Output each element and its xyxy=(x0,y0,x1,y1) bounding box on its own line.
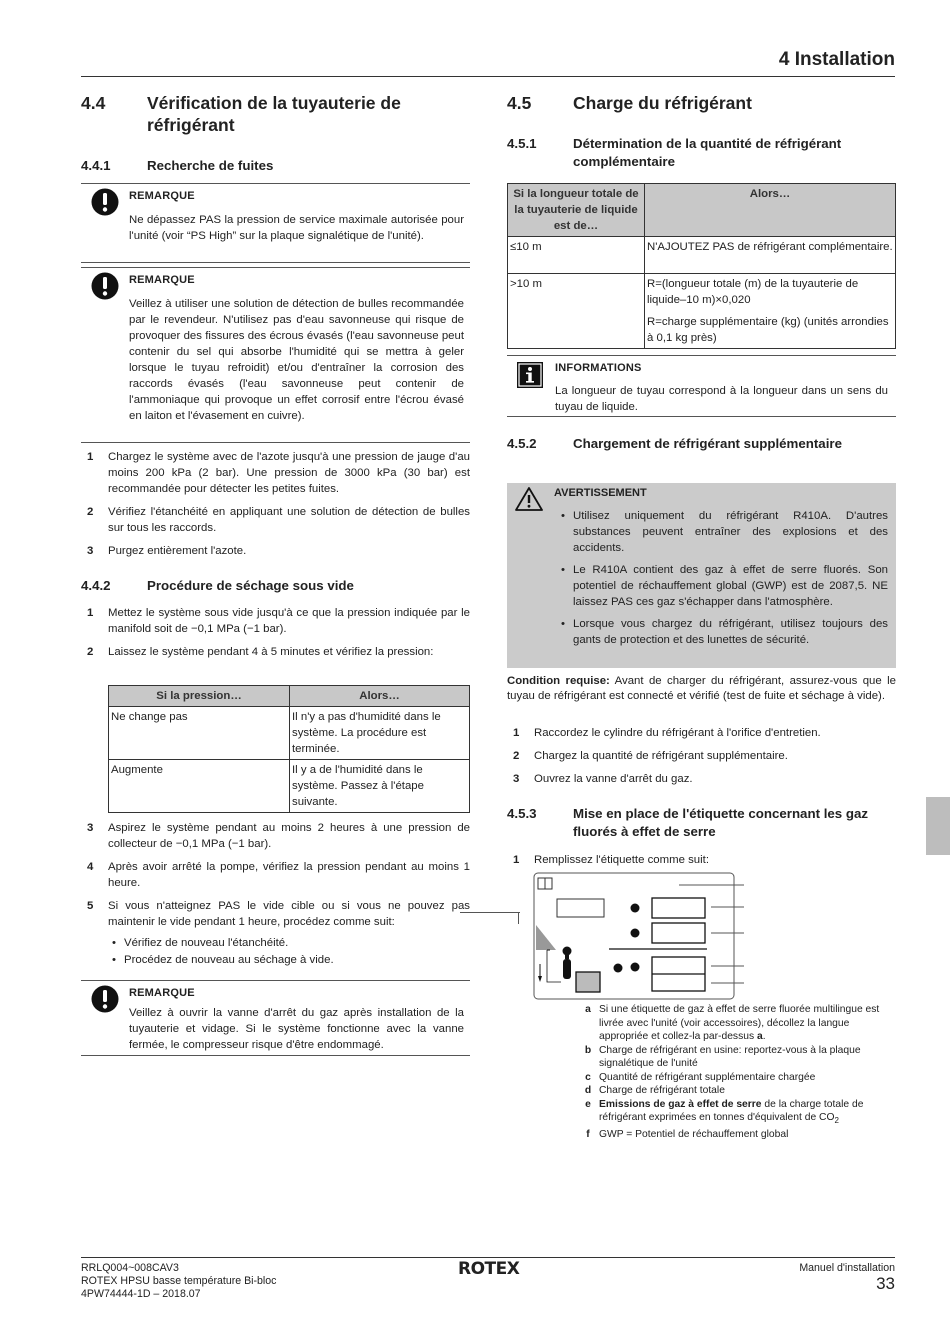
legend-item: b Charge de réfrigérant en usine: reportez-vous à la plaque signalétique de l'unité xyxy=(584,1044,861,1069)
heading-number: 4.4.2 xyxy=(81,578,111,593)
formula-text: R=charge supplémentaire (kg) (unités arrondies à 0,1 kg près) xyxy=(647,316,889,344)
heading-number: 4.5 xyxy=(507,93,532,113)
heading-number: 4.4 xyxy=(81,93,106,113)
manual-title: Manuel d'installation xyxy=(799,1262,895,1274)
note-body: Ne dépassez PAS la pression de service maximale autorisée pour l'unité (voir “PS High” sur la plaque signalétique de l'unité). xyxy=(129,214,464,242)
footer-rule xyxy=(81,1257,895,1258)
exclamation-icon xyxy=(91,272,119,305)
heading-4-4 xyxy=(81,92,470,136)
header-rule xyxy=(81,76,895,77)
note-title: REMARQUE xyxy=(129,987,195,999)
legend-item: c Quantité de réfrigérant supplémentaire chargée xyxy=(585,1071,816,1083)
steps-label xyxy=(507,852,896,868)
table-header: Si la longueur totale de la tuyauterie de liquide est de… xyxy=(508,184,645,237)
table-row xyxy=(508,237,896,274)
step-item: 5 Si vous n'atteignez PAS le vide cible ou si vous ne pouvez pas maintenir le vide pendant 1 heure, procédez comme suit: xyxy=(87,900,470,928)
table-cell: Ne change pas xyxy=(109,707,290,760)
remark-note-3 xyxy=(81,980,470,1056)
step-item: 3 Purgez entièrement l'azote. xyxy=(87,545,247,557)
steps-vacuum-b xyxy=(81,820,470,930)
condition-text: Avant de charger du réfrigérant, assurez-vous que le tuyau de réfrigérant est connecté et vérifié (test de fuite et séchage à vide). xyxy=(507,675,896,702)
list-item: • Vérifiez de nouveau l'étanchéité. xyxy=(112,937,289,949)
exclamation-icon xyxy=(91,188,119,221)
heading-4-5 xyxy=(507,92,752,114)
table-cell: Il n'y a pas d'humidité dans le système. La procédure est terminée. xyxy=(290,707,470,760)
heading-number: 4.4.1 xyxy=(81,158,111,173)
heading-title: Charge du réfrigérant xyxy=(573,93,752,113)
refrigerant-table xyxy=(507,183,896,349)
exclamation-icon xyxy=(91,985,119,1018)
step-item: 1 Mettez le système sous vide jusqu'à ce que la pression indiquée par le manifold soit de −0,1 MPa (−1 bar). xyxy=(87,607,470,635)
steps-leak-search xyxy=(81,449,470,559)
legend-item: d Charge de réfrigérant totale xyxy=(584,1085,725,1096)
section-header-title: 4 Installation xyxy=(778,49,895,70)
heading-title: Recherche de fuites xyxy=(147,158,274,173)
heading-title: Vérification de la tuyauterie de réfrigérant xyxy=(147,93,401,135)
steps-vacuum-a xyxy=(81,605,470,660)
table-header: Alors… xyxy=(290,686,470,707)
remark-note-2 xyxy=(81,267,470,443)
f-gas-label-diagram xyxy=(516,870,756,1010)
legend-item: e Emissions de gaz à effet de serre de la charge totale de réfrigérant exprimées en tonnes d'équivalent de $CO_2$ xyxy=(585,1098,864,1126)
list-item: • Lorsque vous chargez du réfrigérant, utilisez toujours des gants de protection et des lunettes de sécurité. xyxy=(561,618,888,646)
heading-title: Procédure de séchage sous vide xyxy=(147,578,354,593)
condition-paragraph xyxy=(507,674,896,703)
label-diagram-leader xyxy=(460,912,520,913)
doc-reference: 4PW74444-1D – 2018.07 xyxy=(81,1288,201,1300)
heading-4-4-2 xyxy=(81,577,354,595)
legend-item: a Si une étiquette de gaz à effet de serre fluorée multilingue est livrée avec l'unité (voir accessoires), décollez la langue appropriée et collez-la par-dessus a. xyxy=(585,1004,880,1042)
note-body: Veillez à ouvrir la vanne d'arrêt du gaz après installation de la tuyauterie et vidage. Si le système fonctionne avec la vanne fermée, le compresseur risque d'être endommagé. xyxy=(129,1007,464,1051)
table-cell: Il y a de l'humidité dans le système. Passez à l'étape suivante. xyxy=(290,760,470,813)
list-item: • Procédez de nouveau au séchage à vide. xyxy=(112,954,334,966)
table-row xyxy=(508,274,896,349)
warning-title: AVERTISSEMENT xyxy=(554,487,647,499)
step-item: 2 Chargez la quantité de réfrigérant supplémentaire. xyxy=(513,750,788,762)
warning-box xyxy=(507,483,896,668)
chapter-tab-marker xyxy=(926,797,950,855)
heading-title: Mise en place de l'étiquette concernant les gaz fluorés à effet de serre xyxy=(573,806,869,839)
legend-item: f GWP = Potentiel de réchauffement global xyxy=(586,1128,789,1140)
list-item: • Utilisez uniquement du réfrigérant R410A. D'autres substances peuvent entraîner des explosions et des accidents. xyxy=(561,510,888,554)
heading-number: 4.5.1 xyxy=(507,136,537,151)
table-cell: Augmente xyxy=(109,760,290,813)
sub-bullets xyxy=(108,935,470,968)
diagram-legend xyxy=(577,1003,897,1141)
step-item: 3 Aspirez le système pendant au moins 2 heures à une pression de collecteur de −0,1 MPa (−1 bar). xyxy=(87,822,470,850)
step-item: 1 Raccordez le cylindre du réfrigérant à l'orifice d'entretien. xyxy=(513,727,821,739)
note-body: Veillez à utiliser une solution de détection de bulles recommandée par le revendeur. N'utilisez pas d'eau savonneuse qui risque de provoquer des fissures des écrous évasés (l'eau savonneuse peut contenir du sel qui absorbe l'humidité qui se mettra à geler lorsque le tuyau refroidit) et/ou d'entraîner la corrosion des raccords évasés (l'eau savonneuse peut contenir de l'ammoniaque qui provoque un effet corrosif entre l'écrou évasé en laiton et l'évasement en cuivre). xyxy=(129,298,464,422)
note-body: La longueur de tuyau correspond à la longueur dans un sens du tuyau de liquide. xyxy=(555,385,888,413)
heading-title: Chargement de réfrigérant supplémentaire xyxy=(573,436,842,451)
heading-4-4-1 xyxy=(81,157,273,175)
heading-4-5-3 xyxy=(507,805,896,841)
formula-text: R=(longueur totale (m) de la tuyauterie de liquide–10 m)×0,020 xyxy=(647,278,859,306)
table-cell: N'AJOUTEZ PAS de réfrigérant complémentaire. xyxy=(645,237,896,274)
table-header: Si la pression… xyxy=(109,686,290,707)
table-row xyxy=(109,707,470,760)
table-cell: ≤10 m xyxy=(508,237,645,274)
warning-list xyxy=(557,508,888,648)
condition-label: Condition requise: xyxy=(507,675,610,687)
pressure-table xyxy=(108,685,470,813)
step-item: 3 Ouvrez la vanne d'arrêt du gaz. xyxy=(513,773,693,785)
heading-4-5-2 xyxy=(507,435,896,453)
info-icon xyxy=(516,361,544,394)
step-item: 4 Après avoir arrêté la pompe, vérifiez la pression pendant au moins 1 heure. xyxy=(87,861,470,889)
info-note xyxy=(507,355,896,417)
step-item: 2 Laissez le système pendant 4 à 5 minutes et vérifiez la pression: xyxy=(87,646,434,658)
heading-number: 4.5.3 xyxy=(507,806,537,821)
footer-doc-info xyxy=(81,1262,276,1301)
model-code: RRLQ004~008CAV3 xyxy=(81,1262,179,1274)
step-item: 2 Vérifiez l'étanchéité en appliquant une solution de détection de bulles sur tous les raccords. xyxy=(87,506,470,534)
note-title: REMARQUE xyxy=(129,274,195,286)
warning-triangle-icon xyxy=(515,487,543,516)
table-cell xyxy=(645,274,896,349)
table-row xyxy=(109,760,470,813)
heading-4-5-1 xyxy=(507,135,896,171)
steps-charging xyxy=(507,725,896,787)
page-number: 33 xyxy=(876,1274,895,1293)
label-diagram-leader xyxy=(518,912,519,924)
table-cell: >10 m xyxy=(508,274,645,349)
heading-title: Détermination de la quantité de réfrigérant complémentaire xyxy=(573,136,842,169)
note-title: INFORMATIONS xyxy=(555,362,642,374)
rotex-logo: ROTEX xyxy=(458,1259,520,1279)
step-item: 1 Remplissez l'étiquette comme suit: xyxy=(513,854,709,866)
step-item: 1 Chargez le système avec de l'azote jusqu'à une pression de jauge d'au moins 200 kPa (2 bar). Une pression de 3000 kPa (30 bar) est recommandée pour détecter les petites fuites. xyxy=(87,451,470,495)
table-header: Alors… xyxy=(645,184,896,237)
product-name: ROTEX HPSU basse température Bi-bloc xyxy=(81,1275,277,1287)
list-item: • Le R410A contient des gaz à effet de serre fluorés. Son potentiel de réchauffement global (GWP) est de 2087,5. NE laissez PAS ces gaz s'échapper dans l'atmosphère. xyxy=(561,564,888,608)
remark-note-1 xyxy=(81,183,470,263)
heading-number: 4.5.2 xyxy=(507,436,537,451)
note-title: REMARQUE xyxy=(129,190,195,202)
